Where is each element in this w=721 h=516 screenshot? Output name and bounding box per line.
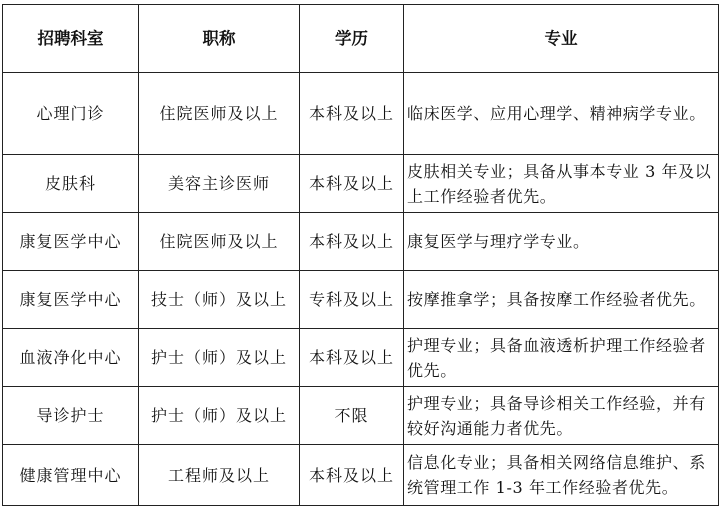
table-row <box>3 445 719 506</box>
header-major: 专业 <box>404 5 719 73</box>
recruitment-table <box>2 4 719 506</box>
table-row <box>3 155 719 213</box>
header-row <box>3 5 719 73</box>
cell-department: 康复医学中心 <box>3 213 139 271</box>
header-title: 职称 <box>139 5 300 73</box>
cell-education: 本科及以上 <box>300 155 404 213</box>
table-row <box>3 329 719 387</box>
cell-major: 按摩推拿学；具备按摩工作经验者优先。 <box>404 271 719 329</box>
cell-department: 皮肤科 <box>3 155 139 213</box>
table-row <box>3 271 719 329</box>
cell-major: 康复医学与理疗学专业。 <box>404 213 719 271</box>
header-education: 学历 <box>300 5 404 73</box>
cell-major: 护理专业；具备导诊相关工作经验，并有较好沟通能力者优先。 <box>404 387 719 445</box>
cell-major: 护理专业；具备血液透析护理工作经验者优先。 <box>404 329 719 387</box>
cell-education: 本科及以上 <box>300 445 404 506</box>
cell-title: 住院医师及以上 <box>139 213 300 271</box>
cell-title: 护士（师）及以上 <box>139 387 300 445</box>
cell-education: 本科及以上 <box>300 73 404 155</box>
cell-department: 导诊护士 <box>3 387 139 445</box>
cell-title: 住院医师及以上 <box>139 73 300 155</box>
table-row <box>3 213 719 271</box>
cell-major: 临床医学、应用心理学、精神病学专业。 <box>404 73 719 155</box>
cell-education: 不限 <box>300 387 404 445</box>
cell-department: 心理门诊 <box>3 73 139 155</box>
cell-title: 工程师及以上 <box>139 445 300 506</box>
table-row <box>3 387 719 445</box>
table-row <box>3 73 719 155</box>
cell-education: 本科及以上 <box>300 213 404 271</box>
cell-department: 健康管理中心 <box>3 445 139 506</box>
cell-title: 护士（师）及以上 <box>139 329 300 387</box>
cell-title: 技士（师）及以上 <box>139 271 300 329</box>
header-department: 招聘科室 <box>3 5 139 73</box>
cell-education: 专科及以上 <box>300 271 404 329</box>
cell-major: 信息化专业；具备相关网络信息维护、系统管理工作 1-3 年工作经验者优先。 <box>404 445 719 506</box>
cell-major: 皮肤相关专业；具备从事本专业 3 年及以上工作经验者优先。 <box>404 155 719 213</box>
cell-title: 美容主诊医师 <box>139 155 300 213</box>
cell-education: 本科及以上 <box>300 329 404 387</box>
cell-department: 血液净化中心 <box>3 329 139 387</box>
cell-department: 康复医学中心 <box>3 271 139 329</box>
